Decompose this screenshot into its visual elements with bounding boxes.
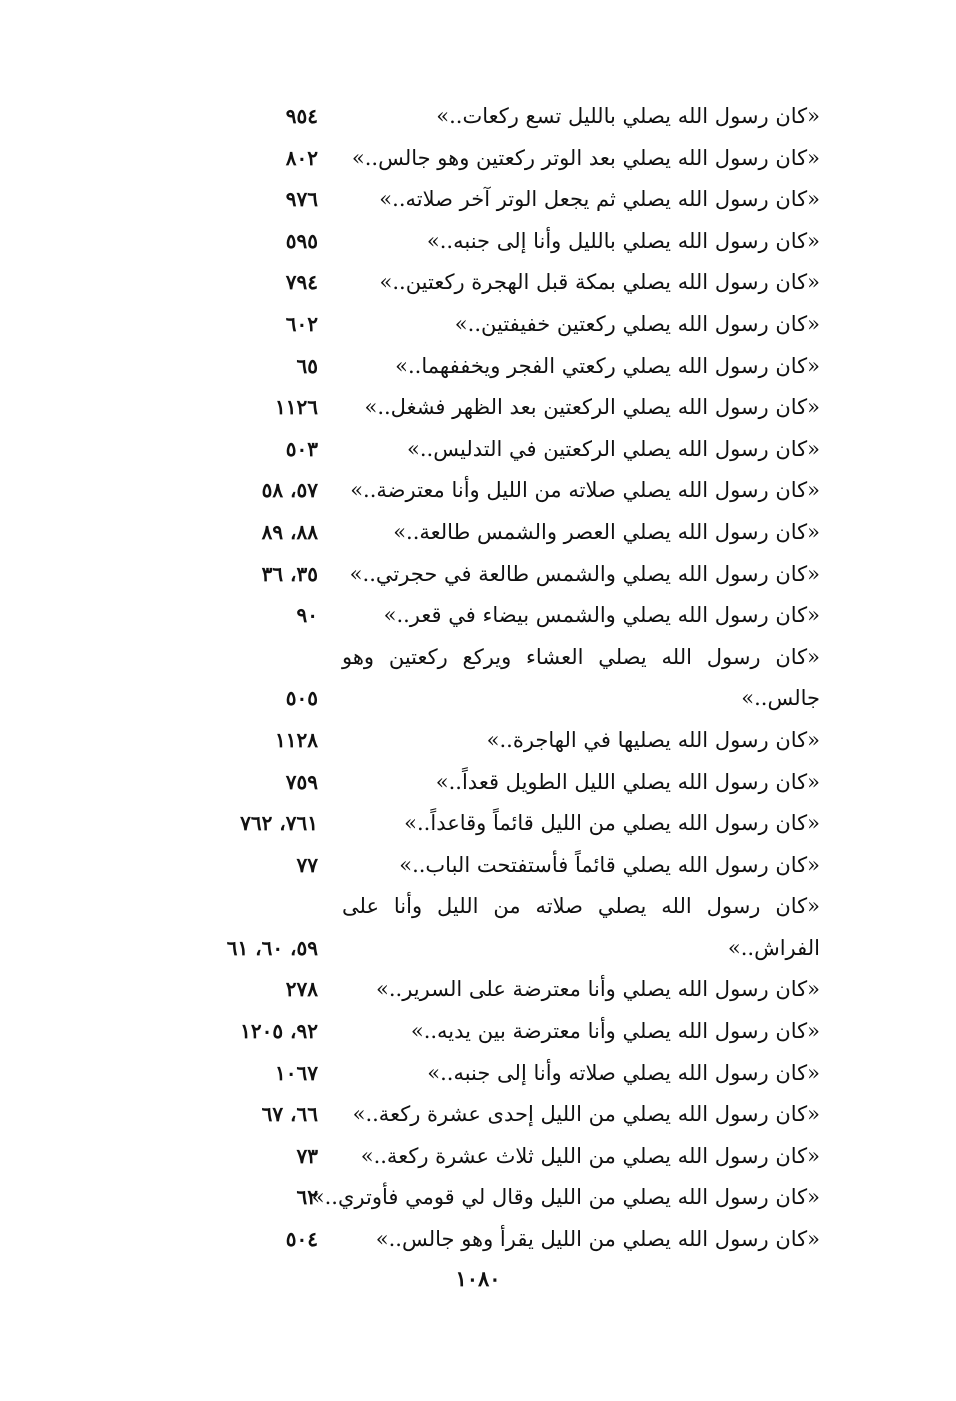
index-entry	[0, 1011, 956, 1053]
page-references: ٥٩، ٦٠، ٦١	[226, 935, 318, 960]
index-entry	[0, 470, 956, 512]
page-references: ٢٧٨	[285, 977, 318, 1002]
page-references: ٧٣	[296, 1143, 318, 1168]
page-references: ٧٥٩	[285, 769, 318, 794]
hadith-phrase: «كان رسول الله يصلي والشمس بيضاء في قعر..»	[383, 603, 820, 628]
hadith-phrase: «كان رسول الله يصلي قائماً فأستفتحت الباب..»	[399, 852, 820, 877]
page-references: ٨٠٢	[285, 145, 318, 170]
index-entry	[0, 138, 956, 180]
page-references: ٣٥، ٣٦	[261, 561, 318, 586]
hadith-phrase: «كان رسول الله يصلي العشاء ويركع ركعتين وهو جالس..»	[342, 644, 820, 711]
hadith-phrase: «كان رسول الله يصلي ركعتي الفجر ويخففهما..»	[395, 353, 820, 378]
hadith-phrase: «كان رسول الله يصلي من الليل ثلاث عشرة ركعة..»	[360, 1143, 820, 1168]
index-entry	[0, 346, 956, 388]
index-entry	[0, 179, 956, 221]
hadith-phrase: «كان رسول الله يصلي بالليل وأنا إلى جنبه..»	[426, 228, 820, 253]
index-entry	[0, 221, 956, 263]
hadith-index-list	[0, 96, 956, 1261]
page-references: ٧٧	[296, 852, 318, 877]
page-references: ٥٠٥	[285, 686, 318, 711]
page-references: ٦٠٢	[285, 311, 318, 336]
page-references: ٧٩٤	[285, 270, 318, 295]
hadith-phrase: «كان رسول الله يصلي الركعتين في التدليس..»	[407, 436, 820, 461]
page-references: ١١٢٦	[275, 395, 318, 420]
hadith-phrase: «كان رسول الله يصلي بمكة قبل الهجرة ركعتين..»	[379, 270, 820, 295]
index-entry	[0, 1136, 956, 1178]
hadith-phrase: «كان رسول الله يصليها في الهاجرة..»	[486, 727, 820, 752]
index-entry	[0, 429, 956, 471]
index-entry	[0, 762, 956, 804]
hadith-phrase: «كان رسول الله يصلي وأنا معترضة على السرير..»	[376, 977, 820, 1002]
page-references: ٦٢	[296, 1185, 318, 1210]
page-number: ١٠٨٠	[455, 1266, 501, 1291]
index-entry	[0, 554, 956, 596]
page-references: ٦٦، ٦٧	[261, 1102, 318, 1127]
page-references: ٥٠٤	[285, 1227, 318, 1252]
index-entry	[0, 720, 956, 762]
page-references: ٩٠	[296, 603, 318, 628]
page-references: ١١٢٨	[275, 727, 318, 752]
hadith-phrase: «كان رسول الله يصلي بعد الوتر ركعتين وهو جالس..»	[351, 145, 820, 170]
hadith-phrase: «كان رسول الله يصلي ركعتين خفيفتين..»	[454, 311, 820, 336]
index-entry	[0, 387, 956, 429]
page-references: ١٠٦٧	[275, 1060, 318, 1085]
index-entry	[0, 1053, 956, 1095]
page-references: ٧٦١، ٧٦٢	[240, 811, 318, 836]
hadith-phrase: «كان رسول الله يصلي من الليل إحدى عشرة ركعة..»	[352, 1102, 820, 1127]
index-entry	[0, 1094, 956, 1136]
hadith-phrase: «كان رسول الله يصلي بالليل تسع ركعات..»	[436, 104, 820, 128]
index-entry	[0, 96, 956, 138]
page-references: ٦٥	[296, 353, 318, 378]
index-entry	[0, 637, 956, 720]
page-references: ٥٧، ٥٨	[261, 478, 318, 503]
index-entry	[0, 1177, 956, 1219]
hadith-phrase: «كان رسول الله يصلي الركعتين بعد الظهر فشغل..»	[364, 395, 820, 420]
page-references: ٥٠٣	[285, 436, 318, 461]
hadith-phrase: «كان رسول الله يصلي من الليل وقال لي قومي فأوتري..»	[311, 1185, 820, 1210]
index-entry	[0, 262, 956, 304]
page-references: ٩٢، ١٢٠٥	[240, 1019, 318, 1044]
index-entry	[0, 969, 956, 1011]
index-entry	[0, 595, 956, 637]
hadith-phrase: «كان رسول الله يصلي صلاته من الليل وأنا على الفراش..»	[342, 894, 820, 960]
index-entry	[0, 803, 956, 845]
hadith-phrase: «كان رسول الله يصلي وأنا معترضة بين يديه..»	[410, 1019, 820, 1044]
hadith-phrase: «كان رسول الله يصلي صلاته من الليل وأنا معترضة..»	[350, 478, 820, 503]
index-entry	[0, 1219, 956, 1261]
hadith-phrase: «كان رسول الله يصلي صلاته وأنا إلى جنبه..»	[427, 1060, 820, 1085]
index-entry	[0, 886, 956, 969]
page-references: ٥٩٥	[285, 228, 318, 253]
hadith-phrase: «كان رسول الله يصلي الليل الطويل قعداً..»	[435, 769, 820, 794]
index-entry	[0, 845, 956, 887]
page-references: ٩٥٤	[285, 104, 318, 128]
hadith-phrase: «كان رسول الله يصلي من الليل يقرأ وهو جالس..»	[375, 1227, 820, 1252]
index-entry	[0, 304, 956, 346]
hadith-phrase: «كان رسول الله يصلي من الليل قائماً وقاعداً..»	[404, 811, 820, 836]
hadith-phrase: «كان رسول الله يصلي ثم يجعل الوتر آخر صلاته..»	[379, 187, 820, 212]
index-entry	[0, 512, 956, 554]
page-references: ٩٧٦	[285, 187, 318, 212]
hadith-phrase: «كان رسول الله يصلي والشمس طالعة في حجرتي..»	[349, 561, 820, 586]
page-references: ٨٨، ٨٩	[261, 519, 318, 544]
hadith-phrase: «كان رسول الله يصلي العصر والشمس طالعة..»	[393, 519, 820, 544]
